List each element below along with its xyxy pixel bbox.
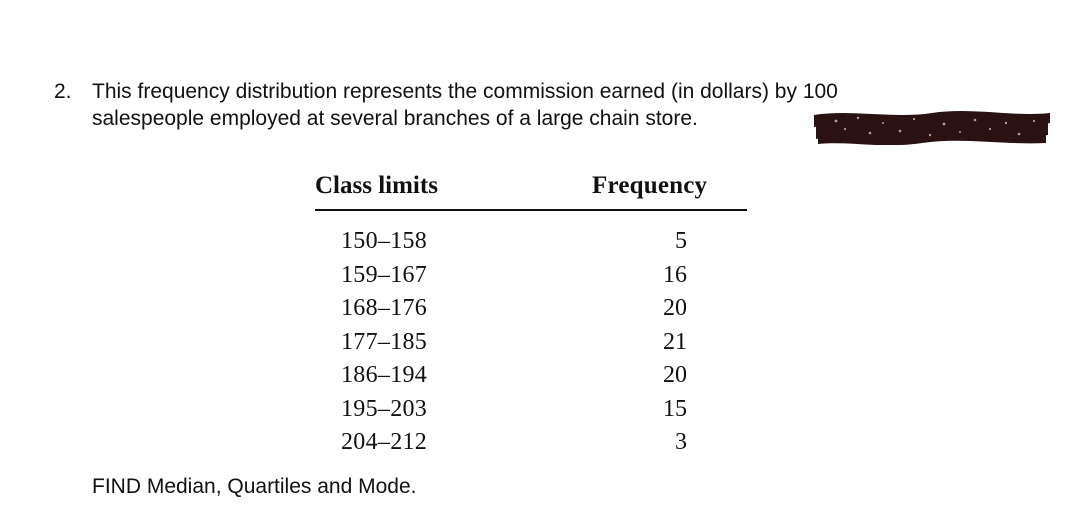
problem-line-1 [54,78,1054,105]
table-header [315,172,747,211]
frequency-cell: 16 [663,261,687,288]
table-row [315,292,747,326]
table-row [315,259,747,293]
class-limits-cell: 177–185 [341,328,428,355]
frequency-cell: 20 [663,295,687,321]
problem-text-line-1: This frequency distribution represents the commission earned (in dollars) by 100 [92,80,838,103]
table-row [315,225,747,259]
frequency-cell: 20 [663,362,687,388]
table-row [315,359,747,393]
class-limits-cell: 150–158 [341,228,428,254]
class-limits-cell: 195–203 [341,395,428,422]
frequency-cell: 21 [663,328,687,355]
problem-text-line-2: salespeople employed at several branches of a large chain store. [92,107,698,130]
class-limits-cell: 168–176 [341,295,428,321]
problem-number: 2. [54,80,72,103]
class-limits-cell: 204–212 [341,429,428,455]
class-limits-cell: 159–167 [341,261,428,288]
class-limits-header: Class limits [315,172,438,199]
frequency-cell: 3 [675,429,687,455]
table-row [315,326,747,360]
frequency-cell: 15 [663,395,687,422]
table-body [315,225,747,460]
redaction-scribble [812,109,1052,145]
class-limits-cell: 186–194 [341,362,428,388]
instruction-text: FIND Median, Quartiles and Mode. [92,475,417,498]
table-row [315,393,747,427]
frequency-cell: 5 [675,228,687,254]
table-row [315,426,747,460]
frequency-header: Frequency [592,172,708,199]
frequency-table [315,172,747,455]
